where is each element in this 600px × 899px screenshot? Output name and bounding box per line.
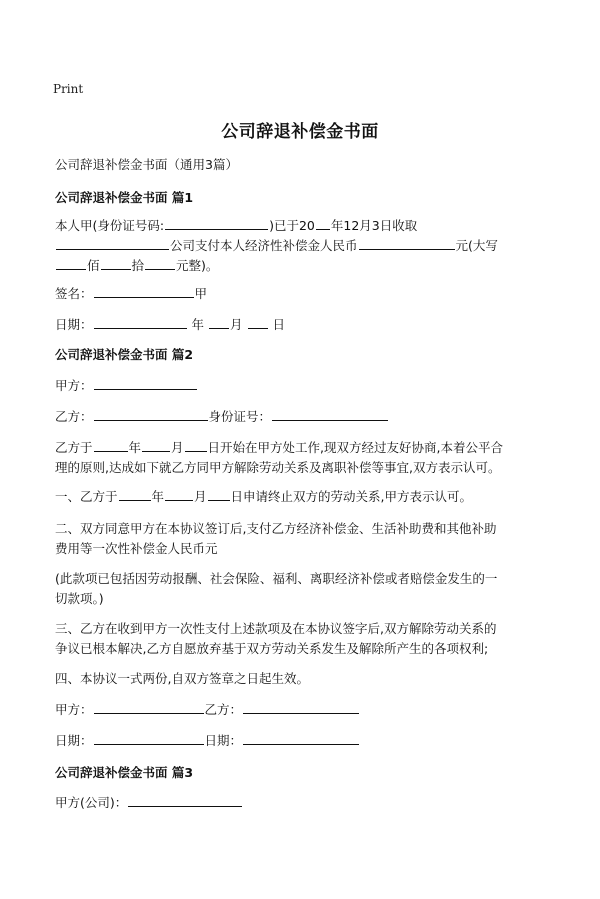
month-label: 月	[230, 317, 243, 332]
section-2-heading: 公司辞退补偿金书面 篇2	[55, 347, 194, 362]
document-subtitle: 公司辞退补偿金书面（通用3篇）	[55, 157, 238, 172]
party-b-date-label: 日期：	[204, 733, 243, 748]
party-b-sign-label: 乙方：	[204, 702, 243, 717]
party-b-date-blank	[243, 730, 359, 745]
sign-suffix: 甲	[194, 286, 208, 301]
blank-field	[145, 255, 175, 270]
blank-field	[56, 235, 169, 250]
party-a-date-label: 日期：	[55, 733, 93, 748]
section-3-heading: 公司辞退补偿金书面 篇3	[55, 765, 194, 780]
blank-field	[119, 486, 151, 501]
s2-clause-2-note-b: 切款项。)	[55, 591, 104, 606]
party-a-sign-label: 甲方：	[55, 702, 93, 717]
s2-party-b	[55, 406, 550, 428]
year-label: 年	[191, 317, 205, 332]
s2-sign-row	[55, 699, 550, 721]
s1-text: 佰	[87, 258, 100, 273]
s1-line-3	[55, 255, 550, 277]
section-1-heading: 公司辞退补偿金书面 篇1	[55, 190, 194, 205]
party-b-sign-blank	[243, 699, 359, 714]
s1-line-2	[55, 235, 550, 257]
s2-text: 日开始在甲方处工作,现双方经过友好协商,本着公平合	[207, 440, 503, 455]
s2-clause-2a: 二、双方同意甲方在本协议签订后,支付乙方经济补偿金、生活补助费和其他补助	[55, 521, 497, 536]
party-b-blank	[94, 406, 208, 421]
s2-text: 一、乙方于	[55, 489, 118, 504]
s2-clause-4: 四、本协议一式两份,自双方签章之日起生效。	[55, 671, 309, 686]
s1-text: 年12月3日收取	[330, 218, 418, 233]
year-blank	[94, 314, 187, 329]
s2-text: 月	[194, 489, 207, 504]
s1-text: 公司支付本人经济性补偿金人民币	[170, 238, 358, 253]
s2-para-1a	[55, 437, 550, 459]
party-a-blank	[94, 375, 197, 390]
s1-text: 拾	[131, 258, 145, 273]
month-blank	[209, 314, 229, 329]
s3-party-a	[55, 792, 550, 814]
blank-field	[94, 437, 128, 452]
s1-text: 元(大写	[455, 238, 498, 253]
blank-field	[165, 215, 268, 230]
s1-line-1	[55, 215, 550, 237]
s1-sign-line	[55, 283, 550, 305]
s2-clause-2-note-a: (此款项已包括因劳动报酬、社会保险、福利、离职经济补偿或者赔偿金发生的一	[55, 571, 498, 586]
print-link[interactable]: Print	[53, 82, 84, 96]
sign-label: 签名：	[55, 286, 93, 301]
s2-clause-3b: 争议已根本解决,乙方自愿放弃基于双方劳动关系发生及解除所产生的各项权利;	[55, 641, 489, 656]
company-blank	[128, 792, 242, 807]
id-blank	[272, 406, 388, 421]
id-label: 身份证号：	[208, 409, 272, 424]
day-blank	[248, 314, 268, 329]
day-label: 日	[272, 317, 285, 332]
s2-date-row	[55, 730, 550, 752]
s2-clause-1	[55, 486, 550, 508]
blank-field	[185, 437, 207, 452]
s1-text: )已于20	[269, 218, 315, 233]
signature-blank	[94, 283, 194, 298]
party-b-label: 乙方：	[55, 409, 93, 424]
s2-text: 日申请终止双方的劳动关系,甲方表示认可。	[230, 489, 473, 504]
s1-date-line	[55, 314, 550, 336]
party-a-sign-blank	[94, 699, 204, 714]
s1-text: 本人甲(身份证号码:	[55, 218, 165, 233]
company-label: 甲方(公司)：	[55, 795, 128, 810]
s2-party-a	[55, 375, 550, 397]
document-title: 公司辞退补偿金书面	[221, 122, 379, 142]
s2-text: 月	[171, 440, 184, 455]
party-a-date-blank	[94, 730, 204, 745]
s2-clause-3a: 三、乙方在收到甲方一次性支付上述款项及在本协议签字后,双方解除劳动关系的	[55, 621, 497, 636]
s1-text: 元整)。	[176, 258, 219, 273]
s2-clause-2b: 费用等一次性补偿金人民币元	[55, 541, 218, 556]
blank-field	[208, 486, 230, 501]
blank-field	[165, 486, 193, 501]
s2-text: 年	[151, 489, 165, 504]
s2-text: 年	[128, 440, 142, 455]
s2-para-1b: 理的原则,达成如下就乙方同甲方解除劳动关系及离职补偿等事宜,双方表示认可。	[55, 460, 501, 475]
blank-field	[142, 437, 170, 452]
blank-field	[316, 215, 330, 230]
blank-field	[101, 255, 131, 270]
blank-field	[359, 235, 455, 250]
date-label: 日期：	[55, 317, 93, 332]
blank-field	[56, 255, 86, 270]
party-a-label: 甲方：	[55, 378, 93, 393]
s2-text: 乙方于	[55, 440, 93, 455]
